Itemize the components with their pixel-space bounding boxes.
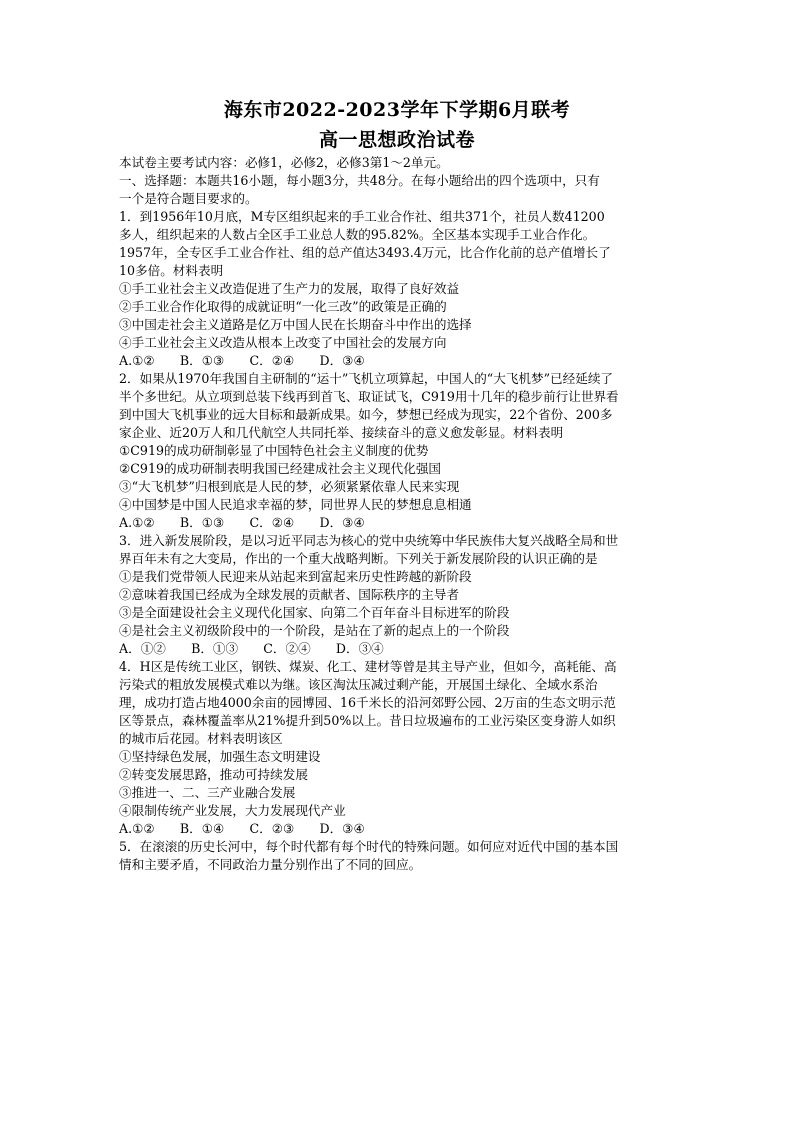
text-line: 区等景点，森林覆盖率从21%提升到50%以上。昔日垃圾遍布的工业污染区变身游人如织: [119, 713, 616, 728]
answer-options: A．①② B．①③ C．②④ D．③④: [119, 641, 384, 656]
exam-body: [119, 154, 682, 874]
text-line: 界百年未有之大变局，作出的一个重大战略判断。下列关于新发展阶段的认识正确的是: [119, 551, 598, 566]
text-line: ①坚持绿色发展，加强生态文明建设: [119, 749, 321, 764]
text-line: ②手工业合作化取得的成就证明“一化三改”的政策是正确的: [119, 299, 447, 314]
text-line: ①手工业社会主义改造促进了生产力的发展，取得了良好效益: [119, 281, 460, 296]
text-line: 半个多世纪。从立项到总装下线再到首飞、取证试飞，C919用十几年的稳步前行让世界看: [119, 389, 619, 404]
text-line: 4．H区是传统工业区，钢铁、煤炭、化工、建材等曾是其主导产业，但如今，高耗能、高: [119, 659, 617, 674]
text-line: 到中国大飞机事业的远大目标和最新成果。如今，梦想已经成为现实，22个省份、200多: [119, 407, 613, 422]
text-line: ①是我们党带领人民迎来从站起来到富起来历史性跨越的新阶段: [119, 569, 472, 584]
text-line: 理，成功打造占地4000余亩的园博园、16千米长的沿河郊野公园、2万亩的生态文明示范: [119, 695, 616, 710]
text-line: 5．在滚滚的历史长河中，每个时代都有每个时代的特殊问题。如何应对近代中国的基本国: [119, 839, 619, 854]
text-line: 3．进入新发展阶段，是以习近平同志为核心的党中央统筹中华民族伟大复兴战略全局和世: [119, 533, 619, 548]
text-line: ④是社会主义初级阶段中的一个阶段，是站在了新的起点上的一个阶段: [119, 623, 510, 638]
text-line: ③推进一、二、三产业融合发展: [119, 785, 296, 800]
text-line: ④中国梦是中国人民追求幸福的梦，同世界人民的梦想息息相通: [119, 497, 472, 512]
text-line: 一个是符合题目要求的。: [119, 191, 258, 206]
text-line: ②C919的成功研制表明我国已经建成社会主义现代化强国: [119, 461, 442, 476]
text-line: ②意味着我国已经成为全球发展的贡献者、国际秩序的主导者: [119, 587, 460, 602]
text-line: 污染式的粗放发展模式难以为继。该区淘汰压减过剩产能，开展国土绿化、全域水系治: [119, 677, 598, 692]
text-line: 的城市后花园。材料表明该区: [119, 731, 283, 746]
text-line: 家企业、近20万人和几代航空人共同托举、接续奋斗的意义愈发彰显。材料表明: [119, 425, 564, 440]
text-line: ④限制传统产业发展，大力发展现代产业: [119, 803, 346, 818]
text-line: 1957年，全专区手工业合作社、组的总产值达3493.4万元，比合作化前的总产值增长了: [119, 245, 611, 260]
exam-title: 海东市2022-2023学年下学期6月联考: [223, 99, 571, 121]
text-line: 一、选择题：本题共16小题，每小题3分，共48分。在每小题给出的四个选项中，只有: [119, 173, 600, 188]
text-line: 1．到1956年10月底，M专区组织起来的手工业合作社、组共371个，社员人数41200: [119, 209, 605, 224]
text-line: 本试卷主要考试内容：必修1，必修2，必修3第1～2单元。: [119, 155, 449, 170]
text-line: 多人，组织起来的人数占全区手工业总人数的95.82%。全区基本实现手工业合作化。: [119, 227, 596, 242]
text-line: 2．如果从1970年我国自主研制的“运十”飞机立项算起，中国人的“大飞机梦”已经延续了: [119, 371, 614, 386]
answer-options: A.①② B．①④ C．②③ D．③④: [119, 821, 365, 836]
text-line: ③“大飞机梦”归根到底是人民的梦，必须紧紧依靠人民来实现: [119, 479, 460, 494]
answer-options: A.①② B．①③ C．②④ D．③④: [119, 515, 365, 530]
text-line: 情和主要矛盾，不同政治力量分别作出了不同的回应。: [119, 857, 422, 872]
text-line: 10多倍。材料表明: [119, 263, 224, 278]
exam-header: [0, 95, 794, 155]
answer-options: A.①② B．①③ C．②④ D．③④: [119, 353, 365, 368]
exam-subtitle: 高一思想政治试卷: [318, 129, 475, 151]
text-line: ②转变发展思路，推动可持续发展: [119, 767, 308, 782]
text-line: ③是全面建设社会主义现代化国家、向第二个百年奋斗目标进军的阶段: [119, 605, 510, 620]
text-line: ①C919的成功研制彰显了中国特色社会主义制度的优势: [119, 443, 429, 458]
text-line: ③中国走社会主义道路是亿万中国人民在长期奋斗中作出的选择: [119, 317, 472, 332]
text-line: ④手工业社会主义改造从根本上改变了中国社会的发展方向: [119, 335, 447, 350]
